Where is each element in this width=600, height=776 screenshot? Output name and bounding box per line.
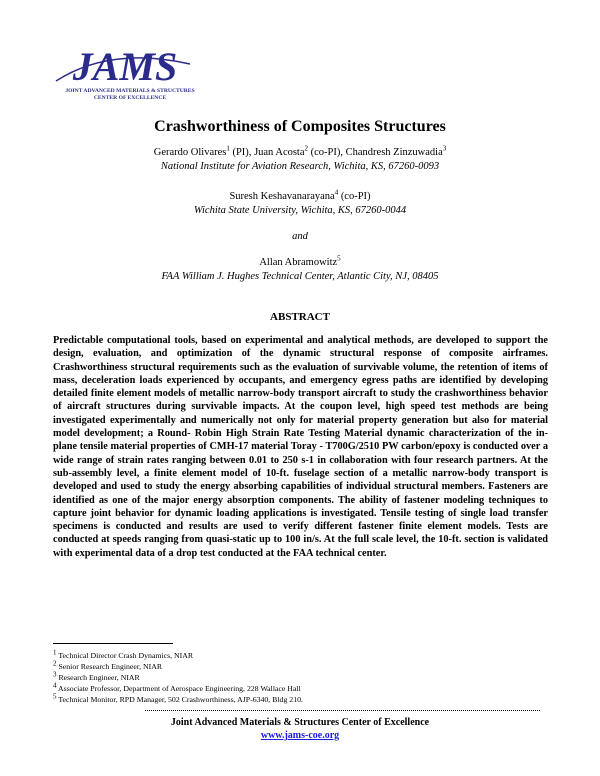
footnote-item (53, 694, 303, 705)
footnote-text: Senior Research Engineer, NIAR (58, 662, 163, 671)
footnote-text: Associate Professor, Department of Aerospace Engineering, 228 Wallace Hall (58, 684, 301, 693)
footer-link[interactable]: www.jams-coe.org (260, 730, 340, 741)
footnote-text: Technical Monitor, RPD Manager, 502 Crashworthiness, AJP-6340, Bldg 210. (58, 695, 303, 704)
footer-organization: Joint Advanced Materials & Structures Center of Excellence (170, 717, 430, 728)
footnote-item (53, 661, 303, 672)
footnote-ref: 5 (337, 254, 341, 263)
footnote-number: 4 (53, 681, 57, 690)
author-role: (co-PI), (308, 147, 346, 158)
footnotes (53, 650, 303, 705)
author-line-3 (0, 256, 600, 269)
affiliation-wsu: Wichita State University, Wichita, KS, 67260-0044 (193, 205, 407, 216)
footnote-item (53, 683, 303, 694)
footnote-separator (53, 643, 173, 644)
footnote-number: 5 (53, 692, 57, 701)
author-name: Suresh Keshavanarayana (229, 191, 335, 202)
logo-wordmark: JAMS (72, 44, 178, 89)
footnote-number: 2 (53, 659, 57, 668)
footnote-ref: 3 (442, 144, 447, 153)
paper-title: Crashworthiness of Composites Structures (154, 118, 446, 135)
affiliation-faa: FAA William J. Hughes Technical Center, Atlantic City, NJ, 08405 (161, 271, 439, 282)
footnote-ref: 4 (334, 188, 339, 197)
affiliation-niar: National Institute for Aviation Research, Wichita, KS, 67260-0093 (160, 161, 440, 172)
footnote-ref: 1 (226, 144, 230, 153)
author-role: (co-PI) (338, 191, 371, 202)
footnote-text: Technical Director Crash Dynamics, NIAR (58, 651, 194, 660)
abstract-heading: ABSTRACT (270, 311, 330, 323)
author-name: Chandresh Zinzuwadia (345, 147, 443, 158)
footer-divider (145, 710, 540, 711)
author-name: Allan Abramowitz (259, 257, 338, 268)
footnote-number: 1 (53, 648, 57, 657)
footnote-number: 3 (53, 670, 57, 679)
abstract-text: Predictable computational tools, based on experimental and analytical methods, are developed to support the design, evaluation, and optimization of the dynamic structural response of composite airframes. Crashworthiness structural requirements such as the evaluation of survivable volume, the retention of items of mass, deceleration loads experienced by occupants, and emergency egress paths are identified by developing detailed finite element models of metallic narrow-body transport aircraft to study the crashworthiness behavior of aircraft structures during survivable impacts. At the coupon level, high speed test methods are being investigated experimentally and numerically not only for material property generation but also for material model development; a Round- Robin High Strain Rate Testing Material dynamic characterization of the in-plane tensile material properties of CMH-17 material Toray - T700G/2510 PW carbon/epoxy is conducted over a wide range of strain rates ranging between 0.01 to 250 s-1 in collaboration with four research partners. At the sub-assembly level, a finite element model of 10-ft. fuselage section of a metallic narrow-body transport is developed and used to study the energy absorbing capabilities of individual structural members. Fasteners are identified as one of the major energy absorption components. The ability of fastener modeling techniques to capture joint behavior for dynamic loading applications is investigated. Tensile testing of single load transfer specimens is conducted and results are used to verify different fastener finite element models. Tests are conducted at speeds ranging from quasi-static up to 100 in/s. At the full scale level, the 10-ft. section is validated with experimental data of a drop test conducted at the FAA technical center. (53, 335, 548, 559)
and-separator: and (292, 231, 308, 242)
author-name: Gerardo Olivares (153, 147, 227, 158)
author-name: Juan Acosta (254, 147, 305, 158)
author-line-1 (0, 146, 600, 159)
author-role: (PI), (229, 147, 255, 158)
footnote-ref: 2 (304, 144, 309, 153)
logo-subtitle-line1: JOINT ADVANCED MATERIALS & STRUCTURES (65, 88, 195, 94)
footnote-item (53, 672, 303, 683)
footnote-text: Research Engineer, NIAR (58, 673, 140, 682)
author-line-2 (0, 190, 600, 203)
jams-logo (50, 36, 200, 108)
logo-subtitle-line2: CENTER OF EXCELLENCE (93, 95, 167, 101)
footnote-item (53, 650, 303, 661)
